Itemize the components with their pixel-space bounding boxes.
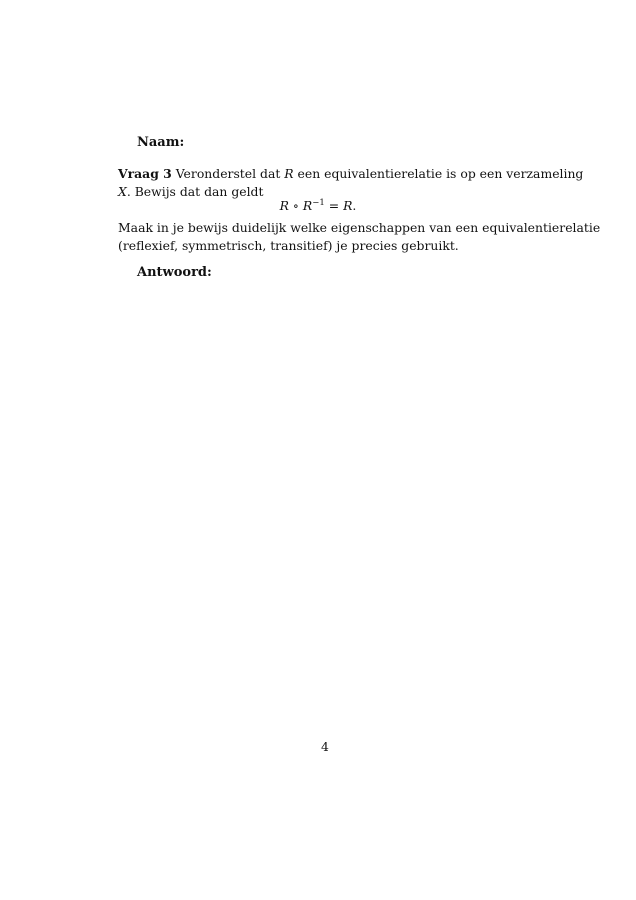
page-number: 4 [321,739,329,754]
question-line-1 [118,165,584,183]
formula-period: . [352,198,357,213]
name-label: Naam: [137,135,185,150]
answer-label: Antwoord: [137,265,212,280]
display-formula [0,194,636,215]
formula-lhs: R [279,198,289,213]
formula-equals: = [324,198,344,213]
question-text-b: een equivalentierelatie is op een verzameling [293,166,584,181]
instruction-paragraph [118,219,601,255]
question-label: Vraag 3 [118,166,172,181]
formula-inverse-base: R [302,198,313,213]
formula-rhs: R [343,198,353,213]
formula-inverse-exponent: −1 [312,198,325,208]
question-text-a: Veronderstel dat [171,166,285,181]
variable-x: X [118,184,127,199]
question-text-c: . Bewijs dat dan geldt [126,184,264,199]
formula-compose-op: ∘ [288,198,303,213]
instruction-line-2: (reflexief, symmetrisch, transitief) je precies gebruikt. [118,238,459,253]
variable-r: R [284,166,294,181]
instruction-line-1: Maak in je bewijs duidelijk welke eigenschappen van een equivalentierelatie [118,220,601,235]
